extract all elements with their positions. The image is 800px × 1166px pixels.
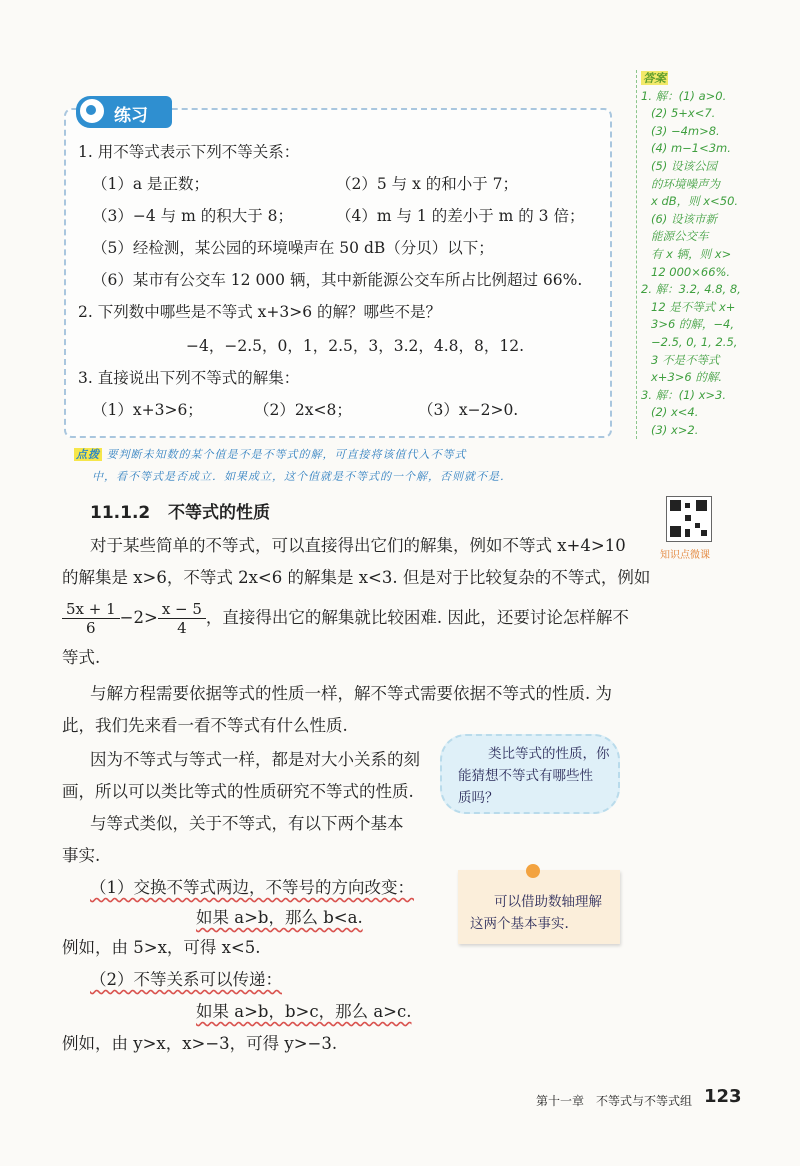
fact-2: （2）不等关系可以传递： (90, 970, 282, 989)
q1-item-6: （6）某市有公交车 12 000 辆，其中新能源公交车所占比例超过 66%. (92, 271, 583, 289)
tip-line-1 (74, 446, 467, 462)
answer-line: 2. 解：3.2, 4.8, 8, (641, 282, 741, 297)
fact-2-formula: 如果 a>b，b>c，那么 a>c. (196, 1002, 412, 1021)
page-number: 123 (704, 1086, 742, 1107)
exercise-badge (76, 96, 172, 128)
section-name: 不等式的性质 (168, 503, 270, 523)
note-line-1: 可以借助数轴理解 (494, 894, 602, 910)
q1-item-5: （5）经检测，某公园的环境噪声在 50 dB（分贝）以下； (92, 239, 494, 257)
answer-line: 有 x 辆，则 x> (651, 246, 732, 261)
answer-line: (2) 5+x<7. (651, 106, 716, 121)
q1-item-3: （3）−4 与 m 的积大于 8； (92, 207, 293, 225)
q1-item-1: （1）a 是正数； (92, 175, 210, 193)
answer-line: 3>6 的解，−4, (651, 317, 735, 332)
body-p1-line3: $\frac{5x + 1}{6}$ −2> $\frac{x - 5}{4}$ ，直接得出它的解集就比较困难. 因此，还要讨论怎样解不 (62, 600, 629, 637)
chapter-footer: 第十一章 不等式与不等式组 (536, 1094, 693, 1108)
answer-line: −2.5, 0, 1, 2.5, (651, 334, 738, 349)
body-p1-line4: 等式. (62, 648, 101, 667)
answer-line: (3) −4m>8. (651, 123, 720, 138)
answer-line: 1. 解：(1) a>0. (641, 88, 727, 103)
tip-text-1: 要判断未知数的某个值是不是不等式的解，可直接将该值代入不等式 (106, 448, 467, 461)
q3-item-1: （1）x+3>6； (92, 401, 203, 419)
body-p1-line1: 对于某些简单的不等式，可以直接得出它们的解集，例如不等式 x+4>10 (90, 536, 626, 555)
qr-caption: 知识点微课 (660, 550, 710, 561)
q2-intro: 2. 下列数中哪些是不等式 x+3>6 的解？哪些不是？ (78, 303, 442, 321)
answer-line: x dB，则 x<50. (651, 194, 739, 209)
body-p3-line1: 因为不等式与等式一样，都是对大小关系的刻 (90, 750, 420, 769)
body-p3-line2: 画，所以可以类比等式的性质研究不等式的性质. (62, 782, 414, 801)
q2-numbers: −4，−2.5，0，1，2.5，3，3.2，4.8，8，12. (186, 337, 525, 355)
answer-line: 3 不是不等式 (651, 352, 720, 367)
tip-label: 点拨 (76, 448, 100, 461)
fraction-2: $\frac{x - 5}{4}$ (158, 600, 206, 637)
bubble-line-1: 类比等式的性质，你 (488, 746, 610, 762)
fraction-1: $\frac{5x + 1}{6}$ (62, 600, 120, 637)
answer-line: (3) x>2. (651, 422, 699, 437)
q3-item-3: （3）x−2>0. (418, 401, 519, 419)
answers-title: 答案 (643, 71, 666, 85)
body-p1-line2: 的解集是 x>6，不等式 2x<6 的解集是 x<3. 但是对于比较复杂的不等式，例如 (62, 568, 651, 587)
q1-item-2: （2）5 与 x 的和小于 7； (336, 175, 519, 193)
section-title (90, 498, 270, 523)
body-p2-line2: 此，我们先来看一看不等式有什么性质. (62, 716, 348, 735)
exercise-badge-label: 练习 (114, 106, 148, 126)
note-line-2: 这两个基本事实. (470, 916, 569, 932)
tip-line-2: 中，看不等式是否成立．如果成立，这个值就是不等式的一个解，否则就不是． (92, 470, 512, 483)
body-p4-line1: 与等式类似，关于不等式，有以下两个基本 (90, 814, 404, 833)
fact-1: （1）交换不等式两边，不等号的方向改变： (90, 878, 414, 897)
answer-line: 3. 解：(1) x>3. (641, 387, 726, 402)
body-p2-line1: 与解方程需要依据等式的性质一样，解不等式需要依据不等式的性质. 为 (90, 684, 612, 703)
answer-line: (2) x<4. (651, 405, 699, 420)
answer-line: (5) 设该公园 (651, 158, 717, 173)
q3-item-2: （2）2x<8； (254, 401, 352, 419)
answer-line: (6) 设该市新 (651, 211, 717, 226)
answer-line: 能源公交车 (651, 229, 709, 244)
fact-1-formula: 如果 a>b，那么 b<a. (196, 908, 363, 927)
q1-intro: 1. 用不等式表示下列不等关系： (78, 143, 300, 161)
bubble-line-2: 能猜想不等式有哪些性 (458, 768, 593, 784)
answer-line: (4) m−1<3m. (651, 141, 731, 156)
answer-line: 的环境噪声为 (651, 176, 720, 191)
answer-line: 12 是不等式 x+ (651, 299, 736, 314)
body-p4-line2: 事实. (62, 846, 101, 865)
section-number: 11.1.2 (90, 503, 151, 523)
q3-intro: 3. 直接说出下列不等式的解集： (78, 369, 300, 387)
pencil-icon (78, 97, 106, 125)
answers-column (636, 70, 749, 439)
q1-item-4: （4）m 与 1 的差小于 m 的 3 倍； (336, 207, 585, 225)
answer-line: 12 000×66%. (651, 264, 731, 279)
bubble-line-3: 质吗？ (458, 790, 499, 806)
pushpin-icon (526, 864, 540, 878)
fact-1-example: 例如，由 5>x，可得 x<5. (62, 938, 261, 957)
qr-code-icon[interactable] (666, 496, 712, 542)
fact-2-example: 例如，由 y>x，x>−3，可得 y>−3. (62, 1034, 338, 1053)
answer-line: x+3>6 的解. (651, 370, 723, 385)
